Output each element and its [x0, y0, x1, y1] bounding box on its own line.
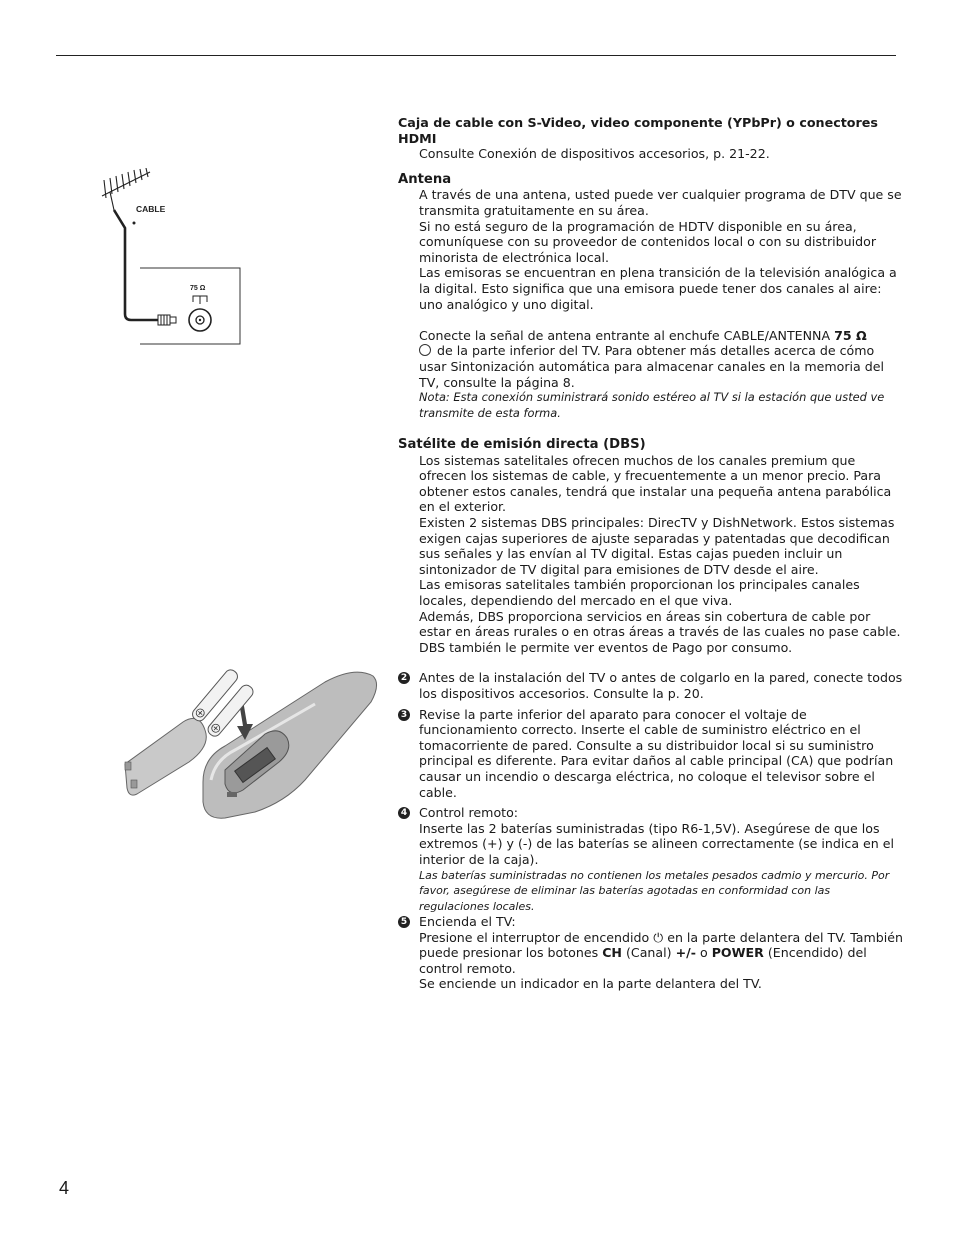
cable-box-body: Consulte Conexión de dispositivos accesorios, p. 21-22. — [419, 146, 770, 162]
step-5-text-c: Se enciende un indicador en la parte delantera del TV. — [419, 976, 762, 992]
antenna-cable — [114, 210, 158, 320]
dbs-heading: Satélite de emisión directa (DBS) — [398, 437, 646, 453]
step-4 — [398, 805, 903, 914]
step-5-text-b: en la parte delantera del TV. También puede presionar los botones — [419, 929, 904, 961]
ch-button-label: CH — [602, 945, 622, 961]
step-4-title: Control remoto: — [419, 805, 519, 821]
tv-panel-outline — [140, 268, 240, 344]
dbs-section — [398, 453, 903, 656]
step-5-text-a: Presione el interruptor de encendido — [419, 929, 650, 945]
antenna-note: Nota: Esta conexión suministrará sonido estéreo al TV si la estación que usted ve transmite de esta forma. — [419, 390, 885, 420]
antenna-section — [398, 187, 903, 421]
or-word: o — [699, 945, 708, 961]
power-button-label: POWER — [711, 945, 764, 961]
step-2-text: Antes de la instalación del TV o antes de colgarlo en la pared, conecte todos los dispositivos accesorios. Consulte la p. 20. — [419, 670, 903, 701]
cable-box-heading: Caja de cable con S-Video, video componente (YPbPr) o conectores HDMI — [398, 115, 878, 146]
plus-minus-label: +/- — [675, 945, 696, 961]
antenna-p4-text: Conecte la señal de antena entrante al enchufe CABLE/ANTENNA — [419, 327, 831, 343]
dbs-paragraph-3: Las emisoras satelitales también proporcionan los principales canales locales, dependiendo del mercado en el que viva. — [419, 577, 860, 609]
step-4-text: Inserte las 2 baterías suministradas (tipo R6-1,5V). Asegúrese de que los extremos (+) y (-) de las baterías se alineen correctamente (se indica en el interior de la caja). — [419, 820, 895, 867]
power-symbol-icon: ⏻ — [653, 929, 664, 945]
step-3-text: Revise la parte inferior del aparato para conocer el voltaje de funcionamiento correcto. Inserte el cable de suministro eléctrico en el tomacorriente de pared. Consulte a su distribuidor local si su suministro principal es diferente. Para evitar daños al cable principal (CA) que podrían causar un incendio o descarga eléctrica, no coloque el televisor sobre el cable. — [419, 706, 894, 800]
step-5-title: Encienda el TV: — [419, 914, 516, 930]
antenna-p4-after: de la parte inferior del TV. Para obtener más detalles acerca de cómo usar Sintonización automática para almacenar canales en la memoria del TV, consulte la página 8. — [419, 343, 884, 390]
antenna-jack-symbol-icon — [419, 344, 431, 356]
remote-batteries-illustration — [115, 662, 380, 827]
page-number: 4 — [59, 1178, 70, 1198]
antenna-paragraph-3: Las emisoras se encuentran en plena transición de la televisión analógica a la digital. Esto significa que una emisora puede tener dos canales al aire: uno analógico y uno digital. — [419, 265, 897, 312]
step-number-3: 3 — [398, 709, 410, 721]
dbs-paragraph-1: Los sistemas satelitales ofrecen muchos de los canales premium que ofrecen los sistemas de cable, y frecuentemente a un menor precio. Para obtener estos canales, tendrá que instalar una pequeña antena parabólica en el exterior. — [419, 452, 892, 515]
antenna-paragraph-4 — [419, 328, 903, 390]
antenna-symbol-icon — [193, 296, 207, 304]
step-number-4: 4 — [398, 807, 410, 819]
main-content — [398, 115, 903, 992]
power-desc: (Encendido) del control remoto. — [419, 945, 867, 976]
ohm-label: 75 Ω — [190, 285, 206, 292]
antenna-paragraph-1: A través de una antena, usted puede ver cualquier programa de DTV que se transmita gratuitamente en su área. — [419, 187, 902, 218]
step-3 — [398, 707, 903, 801]
dbs-paragraph-2: Existen 2 sistemas DBS principales: DirecTV y DishNetwork. Estos sistemas exigen cajas superiores de ajuste separadas y patentadas que decodifican sus señales y las envían al TV digital. Estas cajas pueden incluir un sintonizador de TV digital para emisiones de DTV desde el aire. — [419, 515, 895, 577]
step-5-text — [419, 930, 903, 992]
dbs-paragraph-4: Además, DBS proporciona servicios en áreas sin cobertura de cable por estar en áreas rurales o en otras áreas a través de las cuales no pase cable. — [419, 608, 901, 640]
antenna-heading: Antena — [398, 171, 452, 187]
antenna-ohm-bold: 75 Ω — [834, 327, 867, 343]
antenna-connection-illustration — [98, 168, 248, 348]
step-number-2: 2 — [398, 672, 410, 684]
top-rule — [56, 55, 896, 56]
step-2 — [398, 670, 903, 701]
step-5 — [398, 914, 903, 992]
ch-desc: (Canal) — [626, 945, 672, 961]
cable-label: CABLE — [136, 204, 166, 214]
step-number-5: 5 — [398, 916, 410, 928]
dbs-paragraph-5: DBS también le permite ver eventos de Pago por consumo. — [419, 639, 793, 655]
step-4-note: Las baterías suministradas no contienen los metales pesados cadmio y mercurio. Por favor, asegúrese de eliminar las baterías agotadas en conformidad con las regulaciones locales. — [419, 868, 890, 913]
antenna-paragraph-2: Si no está seguro de la programación de HDTV disponible en su área, comuníquese con su proveedor de contenidos local o con su distribuidor minorista de electrónica local. — [419, 218, 877, 265]
